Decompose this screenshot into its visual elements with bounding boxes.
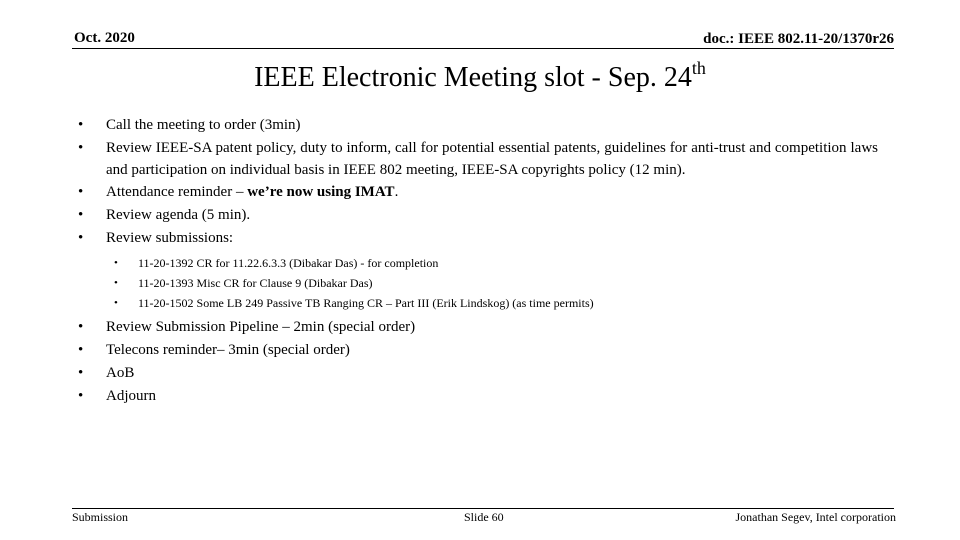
agenda-item bbox=[78, 181, 878, 204]
agenda-item bbox=[78, 114, 878, 137]
bullet-icon: • bbox=[78, 207, 84, 223]
agenda-item-text: Review submissions: bbox=[106, 230, 234, 246]
footer-slide-number: Slide 60 bbox=[464, 510, 504, 524]
agenda-item bbox=[78, 339, 878, 362]
submission-item-text: 11-20-1502 Some LB 249 Passive TB Ranging CR – Part III (Erik Lindskog) (as time permits) bbox=[138, 296, 594, 310]
header-divider bbox=[72, 48, 894, 49]
footer-author: Jonathan Segev, Intel corporation bbox=[735, 510, 896, 524]
agenda-item-text-end: . bbox=[394, 184, 399, 200]
bullet-icon: • bbox=[78, 140, 84, 156]
footer-divider bbox=[72, 508, 894, 509]
agenda-item-text: Call the meeting to order (3min) bbox=[106, 117, 301, 133]
agenda-item bbox=[78, 316, 878, 339]
agenda-item-text: Attendance reminder – bbox=[106, 184, 248, 200]
agenda-item-emphasis: we’re now using IMAT bbox=[247, 184, 395, 200]
agenda-item-text: Review agenda (5 min). bbox=[106, 207, 251, 223]
agenda-item-text: AoB bbox=[106, 365, 135, 381]
submission-item bbox=[114, 273, 878, 293]
header-date: Oct. 2020 bbox=[74, 30, 135, 46]
bullet-icon: • bbox=[78, 230, 84, 246]
slide-title-superscript: th bbox=[691, 58, 706, 78]
submission-item-text: 11-20-1393 Misc CR for Clause 9 (Dibakar Das) bbox=[138, 276, 373, 290]
bullet-icon: • bbox=[114, 297, 118, 309]
agenda-item-text: Review Submission Pipeline – 2min (special order) bbox=[106, 319, 416, 335]
bullet-icon: • bbox=[78, 342, 84, 358]
agenda-item-text: Review IEEE-SA patent policy, duty to inform, call for potential essential patents, guidelines for anti-trust and competition laws and participation on individual basis in IEEE 802 meeting, IEEE-SA copyrights policy (12 min). bbox=[106, 140, 878, 178]
agenda-item-text: Telecons reminder– 3min (special order) bbox=[106, 342, 350, 358]
bullet-icon: • bbox=[78, 184, 84, 200]
bullet-icon: • bbox=[78, 319, 84, 335]
bullet-icon: • bbox=[78, 365, 84, 381]
slide-title-text: IEEE Electronic Meeting slot - Sep. 24 bbox=[254, 62, 692, 93]
agenda-item bbox=[78, 385, 878, 408]
submission-list bbox=[78, 253, 878, 313]
agenda-item bbox=[78, 137, 878, 181]
agenda-item bbox=[78, 204, 878, 227]
submission-item bbox=[114, 293, 878, 313]
submission-item bbox=[114, 253, 878, 273]
agenda-item bbox=[78, 227, 878, 250]
submission-item-text: 11-20-1392 CR for 11.22.6.3.3 (Dibakar Das) - for completion bbox=[138, 256, 439, 270]
header-doc-id: doc.: IEEE 802.11-20/1370r26 bbox=[703, 31, 894, 47]
bullet-icon: • bbox=[78, 388, 84, 404]
agenda-list bbox=[78, 114, 878, 408]
agenda-item bbox=[78, 362, 878, 385]
bullet-icon: • bbox=[78, 117, 84, 133]
bullet-icon: • bbox=[114, 277, 118, 289]
bullet-icon: • bbox=[114, 257, 118, 269]
slide-title bbox=[0, 58, 960, 98]
footer-submission: Submission bbox=[72, 510, 129, 524]
agenda-item-text: Adjourn bbox=[106, 388, 156, 404]
